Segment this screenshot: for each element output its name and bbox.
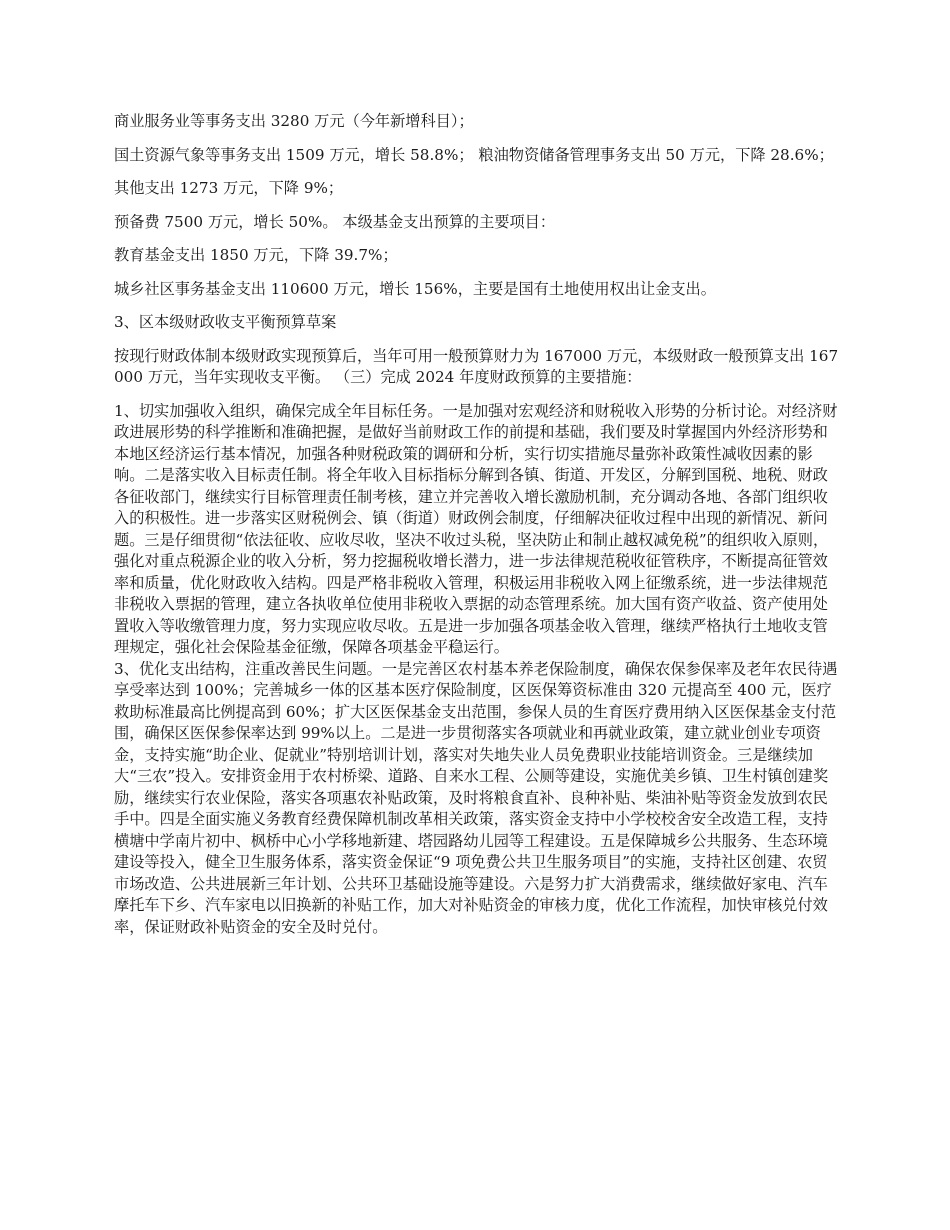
paragraph-education-fund: 教育基金支出 1850 万元，下降 39.7%； xyxy=(114,246,398,264)
paragraph-other-expenditure: 其他支出 1273 万元，下降 9%； xyxy=(114,179,344,197)
document-page xyxy=(114,111,840,938)
paragraph-urban-rural-fund: 城乡社区事务基金支出 110600 万元，增长 156%，主要是国有土地使用权出让金支出。 xyxy=(114,279,716,298)
paragraph-reserve-fund: 预备费 7500 万元，增长 50%。 本级基金支出预算的主要项目： xyxy=(114,212,556,231)
paragraph-revenue-organization: 1、切实加强收入组织，确保完成全年目标任务。一是加强对宏观经济和财税收入形势的分析讨论。对经济财政进展形势的科学推断和准确把握，是做好当前财政工作的前提和基础，我们要及时掌握国内外经济形势和本地区经济运行基本情况，加强各种财税政策的调研和分析，实行切实措施尽量弥补政策性减收因素的影响。二是落实收入目标责任制。将全年收入目标指标分解到各镇、街道、开发区，分解到国税、地税、财政各征收部门，继续实行目标管理责任制考核，建立并完善收入增长激励机制，充分调动各地、各部门组织收入的积极性。进一步落实区财税例会、镇（街道）财政例会制度，仔细解决征收过程中出现的新情况、新问题。三是仔细贯彻“依法征收、应收尽收，坚决不收过头税，坚决防止和制止越权减免税”的组织收入原则，强化对重点税源企业的收入分析，努力挖掘税收增长潜力，进一步法律规范税收征管秩序，不断提高征管效率和质量，优化财政收入结构。四是严格非税收入管理，积极运用非税收入网上征缴系统，进一步法律规范非税收入票据的管理，建立各执收单位使用非税收入票据的动态管理系统。加大国有资产收益、资产使用处置收入等收缴管理力度，努力实现应收尽收。五是进一步加强各项基金收入管理，继续严格执行土地收支管理规定，强化社会保险基金征缴，保障各项基金平稳运行。 xyxy=(114,401,838,656)
paragraph-budget-balance: 按现行财政体制本级财政实现预算后，当年可用一般预算财力为 167000 万元，本级财政一般预算支出 167000 万元，当年实现收支平衡。 （三）完成 2024 年度财政预算的主要措施： xyxy=(114,346,839,386)
paragraph-expenditure-structure: 3、优化支出结构，注重改善民生问题。一是完善区农村基本养老保险制度，确保农保参保率及老年农民待遇享受率达到 100%；完善城乡一体的区基本医疗保险制度，区医保筹资标准由 320 元提高至 400 元，医疗救助标准最高比例提高到 60%；扩大区医保基金支出范围，参保人员的生育医疗费用纳入区医保基金支付范围，确保区医保参保率达到 99%以上。二是进一步贯彻落实各项就业和再就业政策，建立就业创业专项资金，支持实施“助企业、促就业”特别培训计划，落实对失地失业人员免费职业技能培训资金。三是继续加大“三农”投入。安排资金用于农村桥梁、道路、自来水工程、公厕等建设，实施优美乡镇、卫生村镇创建奖励，继续实行农业保险，落实各项惠农补贴政策，及时将粮食直补、良种补贴、柴油补贴等资金发放到农民手中。四是全面实施义务教育经费保障机制改革相关政策，落实资金支持中小学校校舍安全改造工程，支持横塘中学南片初中、枫桥中心小学移地新建、塔园路幼儿园等工程建设。五是保障城乡公共服务、生态环境建设等投入，健全卫生服务体系，落实资金保证“9 项免费公共卫生服务项目”的实施，支持社区创建、农贸市场改造、公共进展新三年计划、公共环卫基础设施等建设。六是努力扩大消费需求，继续做好家电、汽车摩托车下乡、汽车家电以旧换新的补贴工作，加大对补贴资金的审核力度，优化工作流程，加快审核兑付效率，保证财政补贴资金的安全及时兑付。 xyxy=(114,659,838,936)
section-heading-budget-balance: 3、区本级财政收支平衡预算草案 xyxy=(114,313,337,331)
paragraph-land-resources: 国土资源气象等事务支出 1509 万元，增长 58.8%； 粮油物资储备管理事务支出 50 万元，下降 28.6%； xyxy=(114,145,834,164)
paragraph-commerce-services: 商业服务业等事务支出 3280 万元（今年新增科目）； xyxy=(114,112,474,130)
